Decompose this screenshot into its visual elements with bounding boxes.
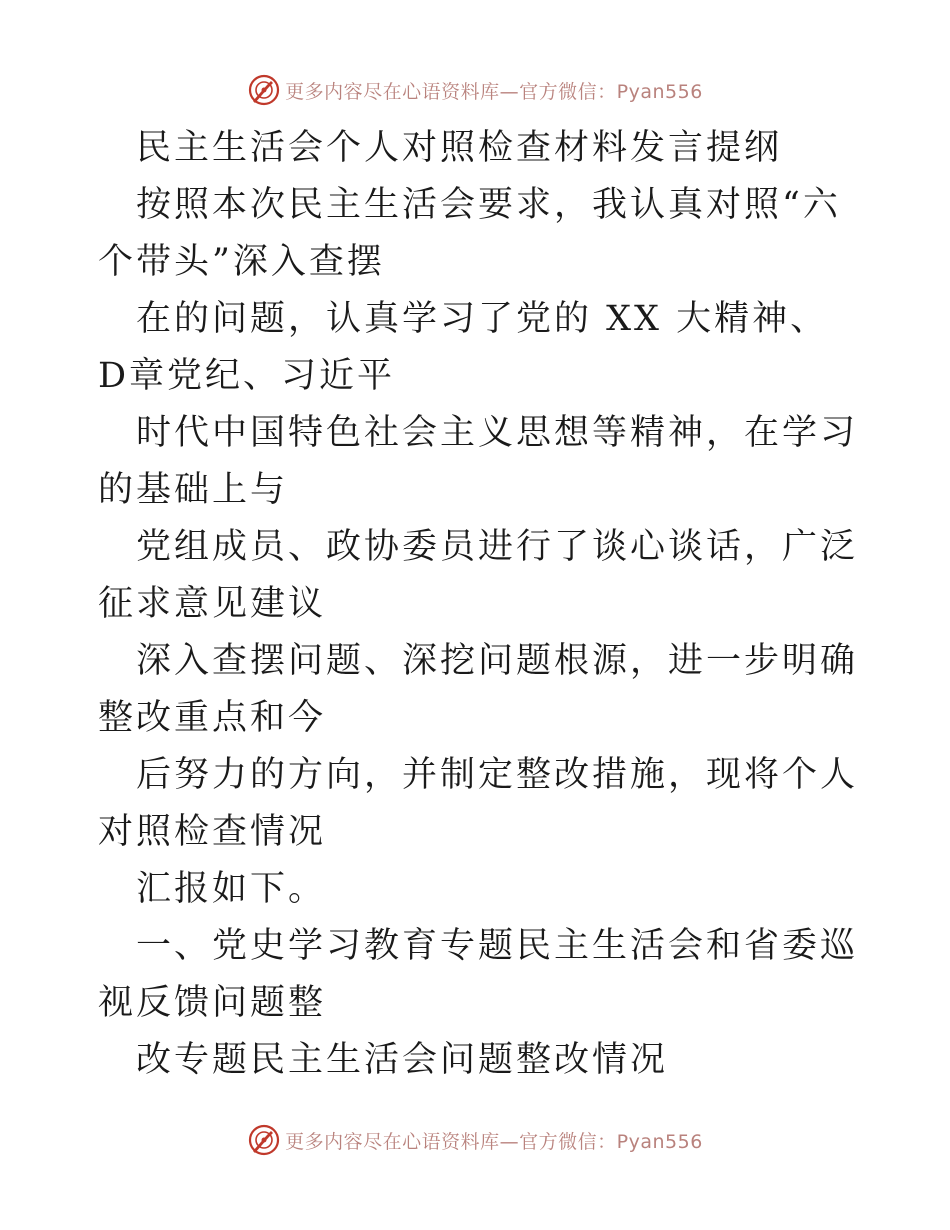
footer-watermark-text: 更多内容尽在心语资料库—官方微信：Pyan556 [285, 1130, 703, 1153]
paragraph-line: 按照本次民主生活会要求，我认真对照“六个带头”深入查摆 [98, 185, 841, 282]
paragraph-line: 深入查摆问题、深挖问题根源，进一步明确整改重点和今 [98, 641, 859, 738]
paragraph-line: 党组成员、政协委员进行了谈心谈话，广泛征求意见建议 [98, 527, 859, 624]
paragraph-line: 在的问题，认真学习了党的 XX 大精神、D章党纪、习近平 [98, 299, 829, 396]
document-title: 民主生活会个人对照检查材料发言提纲 [136, 128, 783, 168]
paragraph-line: 改专题民主生活会问题整改情况 [136, 1040, 669, 1080]
header-watermark-text: 更多内容尽在心语资料库—官方微信：Pyan556 [285, 80, 703, 103]
logo-icon [247, 1123, 281, 1157]
logo-icon [247, 73, 281, 107]
header-watermark-banner [0, 70, 950, 110]
paragraph-line: 后努力的方向，并制定整改措施，现将个人对照检查情况 [98, 755, 859, 852]
paragraph-line: 时代中国特色社会主义思想等精神，在学习的基础上与 [98, 413, 859, 510]
section-heading: 一、党史学习教育专题民主生活会和省委巡视反馈问题整 [98, 926, 859, 1023]
footer-watermark-banner [0, 1120, 950, 1160]
paragraph-line: 汇报如下。 [136, 869, 327, 909]
document-body [98, 120, 858, 1089]
